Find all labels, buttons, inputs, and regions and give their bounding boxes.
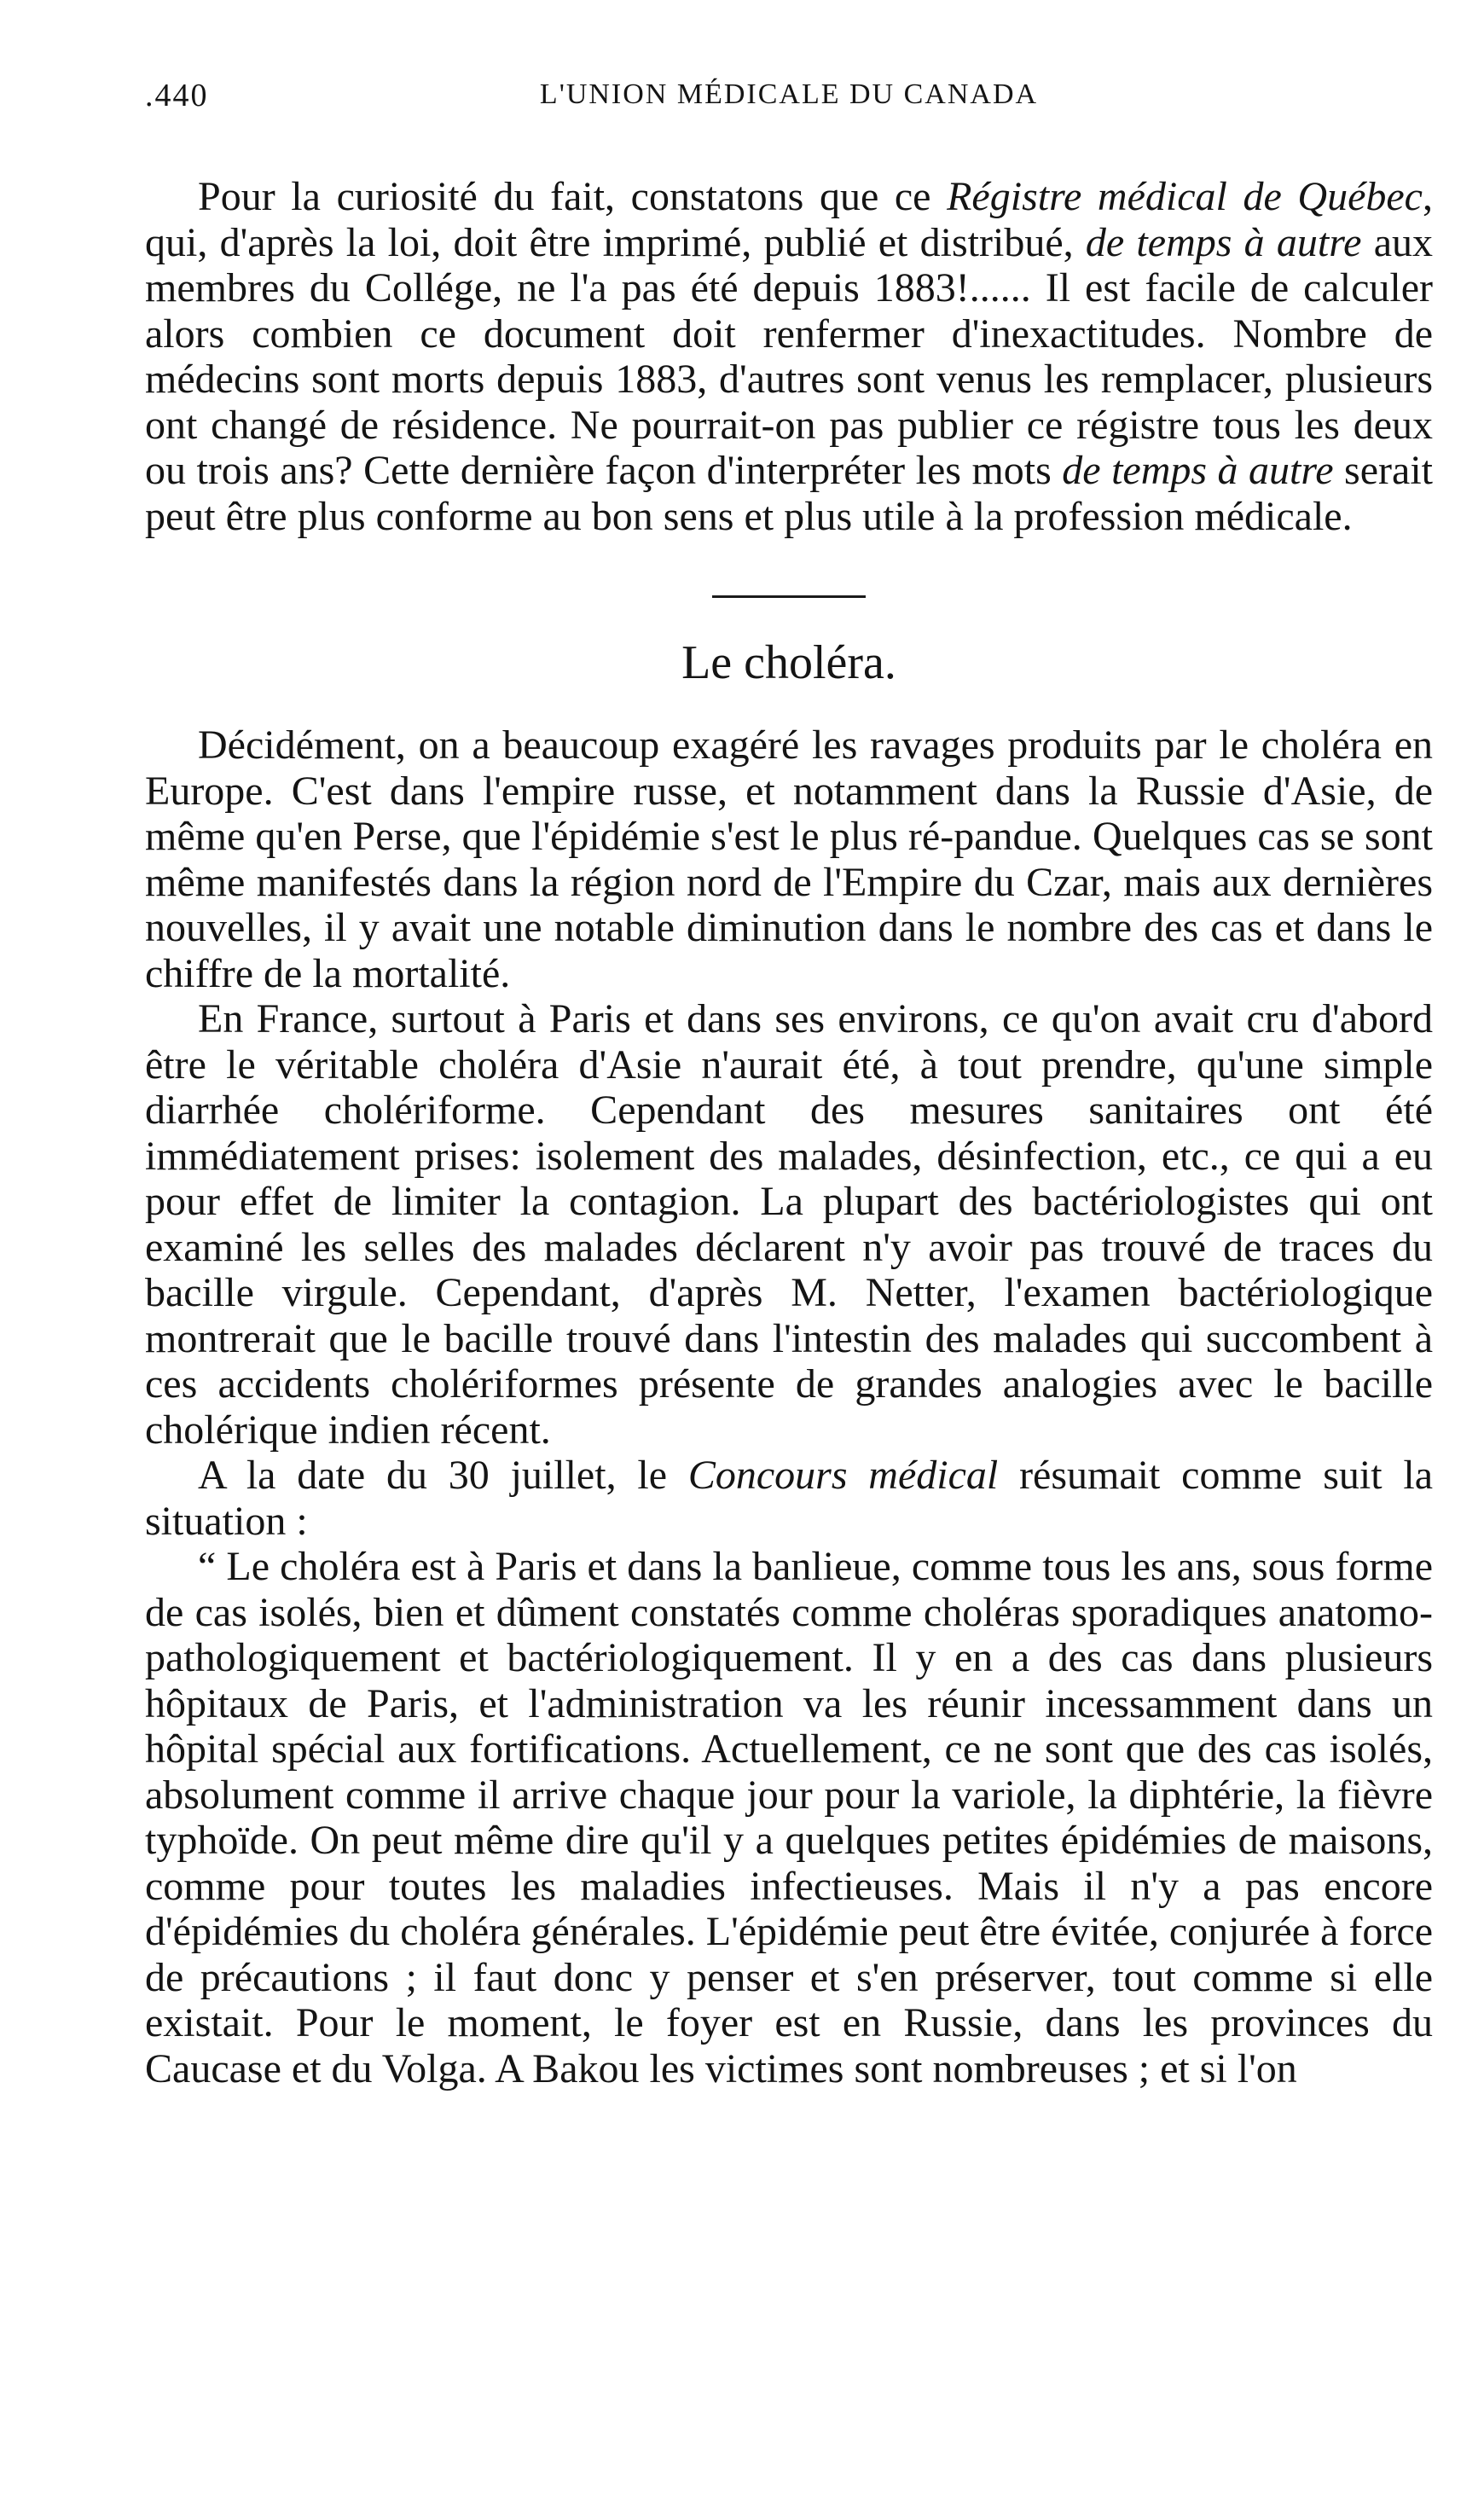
running-head — [145, 77, 1433, 128]
section-divider — [712, 595, 866, 598]
section-title: Le choléra. — [681, 636, 896, 689]
concours-paragraph — [145, 1453, 1433, 1544]
intro-text-2: , qui, d'après la loi, doit être imprimé, publié et distribué, — [145, 174, 1433, 265]
intro-text-1: Pour la curiosité du fait, constatons que ce — [198, 174, 948, 219]
article-body — [145, 174, 1433, 2091]
intro-text-3: aux membres du Collége, ne l'a pas été depuis 1883!...... Il est facile de calculer alors combien ce document doit renfermer d'inexactitudes. Nombre de médecins sont morts depuis 1883, d'autres sont venus les remplacer, plusieurs ont changé de résidence. Ne pourrait-on pas publier ce régistre tous les deux ou trois ans? Cette dernière façon d'interpréter les mots — [145, 219, 1434, 493]
intro-italic-temps-1: de temps à autre — [1085, 219, 1362, 265]
journal-title: L'UNION MÉDICALE DU CANADA — [539, 78, 1039, 110]
concours-text-before: A la date du 30 juillet, le — [198, 1453, 688, 1498]
concours-text-after: résumait comme suit la situation : — [145, 1453, 1434, 1544]
quote-paragraph: “ Le choléra est à Paris et dans la banlieue, comme tous les ans, sous forme de cas isolés, bien et dûment constatés comme choléras sporadiques anatomo-pathologiquement et bactériologiquement. Il y en a des cas dans plusieurs hôpitaux de Paris, et l'administration va les réunir incessamment dans un hôpital spécial aux fortifications. Actuellement, ce ne sont que des cas isolés, absolument comme il arrive chaque jour pour la variole, la diphtérie, la fièvre typhoïde. On peut même dire qu'il y a quelques petites épidémies de maisons, comme pour toutes les maladies infectieuses. Mais il n'y a pas encore d'épidémies du choléra générales. L'épidémie peut être évitée, conjurée à force de précautions ; il faut donc y penser et s'en préserver, tout comme si elle existait. Pour le moment, le foyer est en Russie, dans les provinces du Caucase et du Volga. A Bakou les victimes sont nombreuses ; et si l'on — [145, 1544, 1433, 2091]
intro-italic-registre: Régistre médical de Québec — [947, 174, 1423, 219]
concours-italic: Concours médical — [687, 1453, 999, 1498]
cholera-paragraph-2: En France, surtout à Paris et dans ses environs, ce qu'on avait cru d'abord être le véritable choléra d'Asie n'aurait été, à tout prendre, qu'une simple diarrhée cholériforme. Cependant des mesures sanitaires ont été immédiatement prises: isolement des malades, désinfection, etc., ce qui a eu pour effet de limiter la contagion. La plupart des bactériologistes qui ont examiné les selles des malades déclarent n'y avoir pas trouvé de traces du bacille virgule. Cependant, d'après M. Netter, l'examen bactériologique montrerait que le bacille trouvé dans l'intestin des malades qui succombent à ces accidents cholériformes présente de grandes analogies avec le bacille cholérique indien récent. — [145, 996, 1433, 1453]
cholera-paragraph-1: Décidément, on a beaucoup exagéré les ravages produits par le choléra en Europe. C'est dans l'empire russe, et notamment dans la Russie d'Asie, de même qu'en Perse, que l'épidémie s'est le plus ré-pandue. Quelques cas se sont même manifestés dans la région nord de l'Empire du Czar, mais aux dernières nouvelles, il y avait une notable diminution dans le nombre des cas et dans le chiffre de la mortalité. — [145, 722, 1433, 996]
page-number: .440 — [145, 78, 209, 113]
intro-text-4: serait peut être plus conforme au bon sens et plus utile à la profession médicale. — [145, 448, 1433, 539]
intro-paragraph — [145, 174, 1433, 539]
page — [145, 77, 1433, 2091]
intro-italic-temps-2: de temps à autre — [1062, 448, 1334, 493]
